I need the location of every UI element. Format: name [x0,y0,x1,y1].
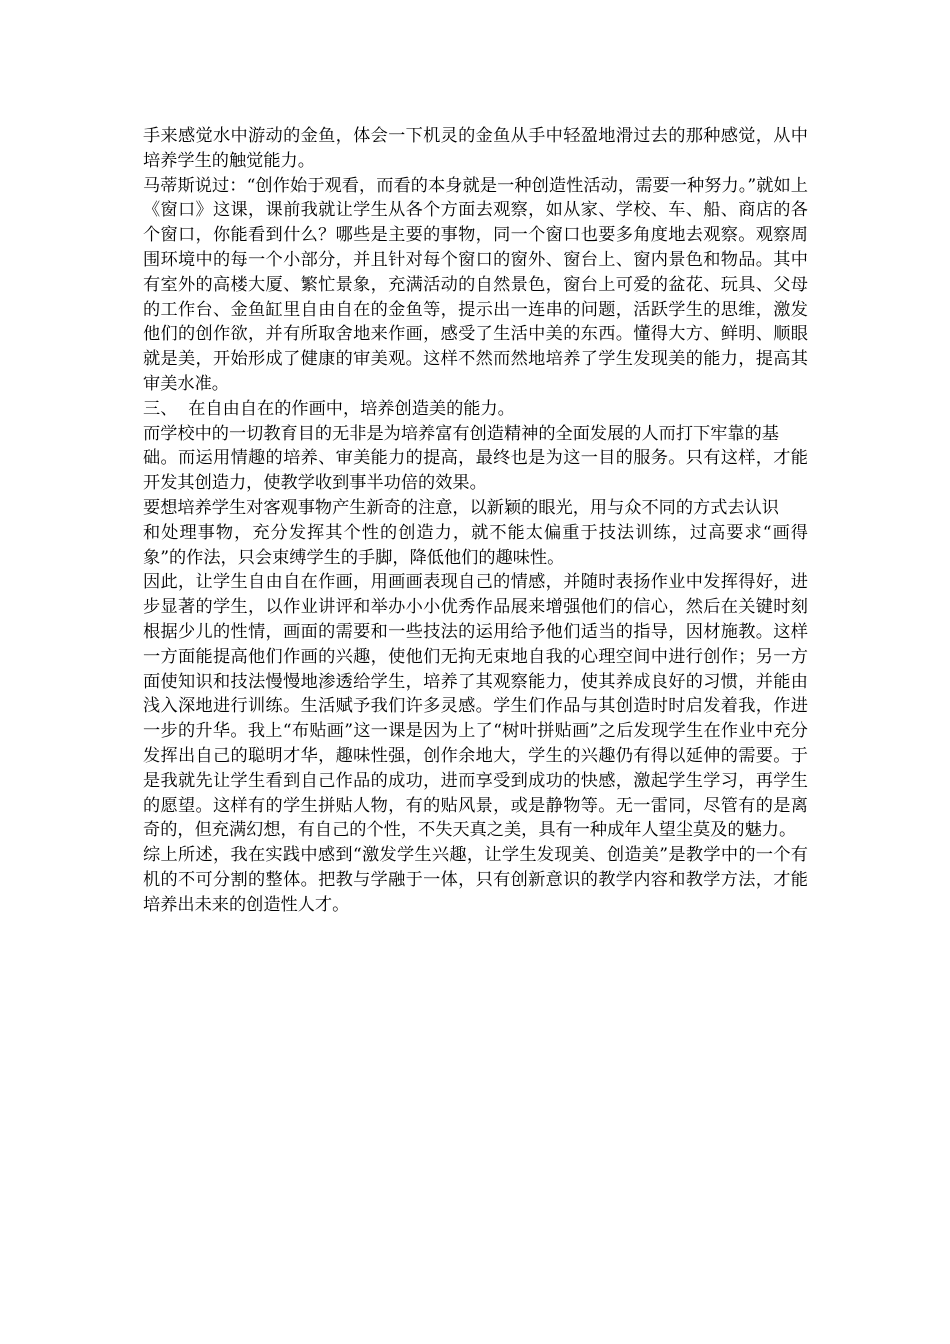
paragraph-curiosity: 要想培养学生对客观事物产生新奇的注意，以新颖的眼光，用与众不同的方式去认识 [143,497,779,518]
paragraph-free-drawing: 因此，让学生自由自在作画，用画画表现自己的情感，并随时表扬作业中发挥得好，进步显著的学生，以作业讲评和举办小小优秀作品展来增强他们的信心，然后在关键时刻根据少儿的性情，画面的需要和一些技法的运用给予他们适当的指导，因材施教。这样一方面能提高他们作画的兴趣，使他们无拘无束地自我的心理空间中进行创作；另一方面使知识和技法慢慢地渗透给学生，培养了其观察能力，使其养成良好的习惯，并能由浅入深地进行训练。生活赋予我们许多灵感。学生们作品与其创造时时启发着我，作进一步的升华。我上“布贴画”这一课是因为上了“树叶拼贴画”之后发现学生在作业中充分发挥出自己的聪明才华，趣味性强，创作余地大，学生的兴趣仍有得以延伸的需要。于是我就先让学生看到自己作品的成功，进而享受到成功的快感，激起学生学习，再学生的愿望。这样有的学生拼贴人物，有的贴风景，或是静物等。无一雷同，尽管有的是离奇的，但充满幻想，有自己的个性，不失天真之美，具有一种成年人望尘莫及的魅力。 [143,572,808,841]
paragraph-foundation: 础。而运用情趣的培养、审美能力的提高，最终也是为这一目的服务。只有这样，才能开发其创造力，使教学收到事半功倍的效果。 [143,448,808,494]
paragraph-creativity: 和处理事物，充分发挥其个性的创造力，就不能太偏重于技法训练，过高要求“画得象”的作法，只会束缚学生的手脚，降低他们的趣味性。 [143,522,808,568]
paragraph-matisse-window: 马蒂斯说过：“创作始于观看，而看的本身就是一种创造性活动，需要一种努力。”就如上《窗口》这课，课前我就让学生从各个方面去观察，如从家、学校、车、船、商店的各个窗口，你能看到什么？哪些是主要的事物，同一个窗口也要多角度地去观察。观察周围环境中的每一个小部分，并且针对每个窗口的窗外、窗台上、窗内景色和物品。其中有室外的高楼大厦、繁忙景象，充满活动的自然景色，窗台上可爱的盆花、玩具、父母的工作台、金鱼缸里自由自在的金鱼等，提示出一连串的问题，活跃学生的思维，激发他们的创作欲，并有所取舍地来作画，感受了生活中美的东西。懂得大方、鲜明、顺眼就是美，开始形成了健康的审美观。这样不然而然地培养了学生发现美的能力，提高其审美水准。 [143,175,808,394]
paragraph-goldfish: 手来感觉水中游动的金鱼，体会一下机灵的金鱼从手中轻盈地滑过去的那种感觉，从中培养学生的触觉能力。 [143,126,808,171]
paragraph-school-purpose: 而学校中的一切教育目的无非是为培养富有创造精神的全面发展的人而打下牢靠的基 [143,423,779,444]
paragraph-conclusion: 综上所述，我在实践中感到“激发学生兴趣，让学生发现美、创造美”是教学中的一个有机的不可分割的整体。把教与学融于一体，只有创新意识的教学内容和教学方法，才能培养出未来的创造性人才。 [143,845,808,915]
document-body [143,124,808,918]
section-heading-three: 三、 在自由自在的作画中，培养创造美的能力。 [143,398,515,419]
